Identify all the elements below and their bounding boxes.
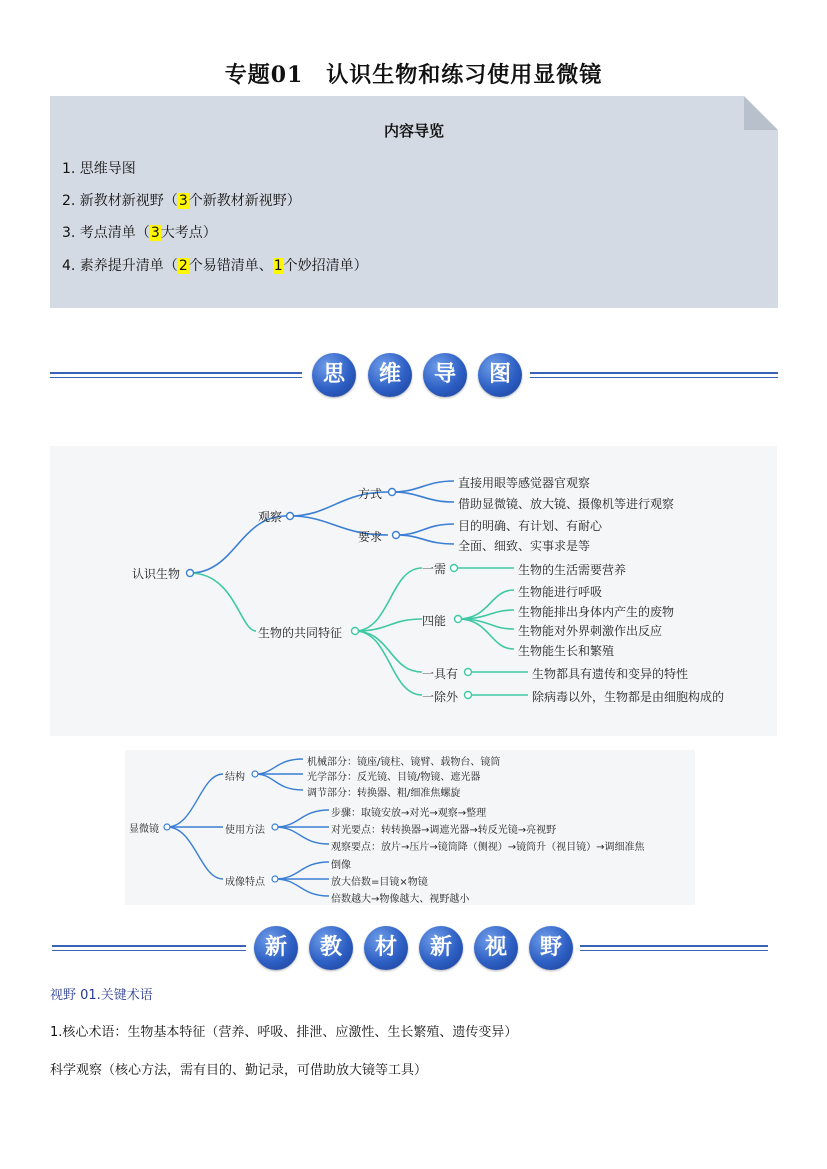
node-leaf: 对光要点：转转换器→调遮光器→转反光镜→亮视野 — [331, 825, 557, 836]
node-leaf: 调节部分：转换器、粗/细准焦螺旋 — [307, 788, 461, 799]
section-heading: 视野 01.关键术语 — [50, 988, 153, 1003]
mindmap-microscope — [125, 750, 695, 905]
node-leaf: 直接用眼等感觉器官观察 — [458, 476, 591, 490]
banner-char: 图 — [478, 353, 522, 397]
guide-item: 2. 新教材新视野（3个新教材新视野） — [62, 193, 301, 209]
guide-item: 4. 素养提升清单（2个易错清单、1个妙招清单） — [62, 258, 368, 274]
node-leaf: 借助显微镜、放大镜、摄像机等进行观察 — [458, 497, 675, 511]
banner-char: 思 — [312, 353, 356, 397]
paragraph: 1.核心术语：生物基本特征（营养、呼吸、排泄、应激性、生长繁殖、遗传变异） — [50, 1025, 518, 1040]
node-structure: 结构 — [225, 772, 245, 783]
node-leaf: 生物都具有遗传和变异的特性 — [532, 667, 689, 681]
node-leaf: 步骤：取镜安放→对光→观察→整理 — [331, 808, 487, 819]
node-leaf: 全面、细致、实事求是等 — [458, 539, 591, 553]
node-imaging: 成像特点 — [225, 877, 265, 888]
node-root: 显微镜 — [129, 824, 159, 835]
node-leaf: 光学部分：反光镜、目镜/物镜、遮光器 — [307, 772, 481, 783]
node-leaf: 生物能进行呼吸 — [518, 585, 603, 599]
highlight-number: 1 — [273, 258, 283, 274]
node-root: 认识生物 — [132, 567, 181, 581]
banner-char: 维 — [368, 353, 412, 397]
node-except: 一除外 — [422, 690, 459, 704]
node-leaf: 生物的生活需要营养 — [518, 563, 627, 577]
guide-item: 3. 考点清单（3大考点） — [62, 225, 217, 241]
node-usage: 使用方法 — [225, 825, 265, 836]
banner-char: 新 — [419, 926, 463, 970]
mindmap-banner — [50, 352, 778, 402]
node-common: 生物的共同特征 — [258, 626, 343, 640]
banner-char: 野 — [529, 926, 573, 970]
banner-char: 教 — [309, 926, 353, 970]
page-title: 专题01 认识生物和练习使用显微镜 — [224, 62, 603, 88]
node-leaf: 生物能生长和繁殖 — [518, 644, 615, 658]
content-guide-box — [50, 96, 778, 308]
node-leaf: 倍数越大→物像越大、视野越小 — [331, 894, 470, 905]
banner-char: 材 — [364, 926, 408, 970]
node-method: 方式 — [358, 487, 383, 501]
guide-item: 1. 思维导图 — [62, 161, 136, 177]
highlight-number: 3 — [178, 193, 188, 209]
node-leaf: 放大倍数=目镜×物镜 — [331, 877, 428, 888]
new-textbook-banner — [50, 925, 778, 975]
node-observe: 观察 — [258, 510, 283, 524]
highlight-number: 2 — [178, 258, 188, 274]
node-leaf: 生物能对外界刺激作出反应 — [518, 624, 663, 638]
guide-title: 内容导览 — [383, 122, 444, 140]
highlight-number: 3 — [150, 225, 160, 241]
node-leaf: 生物能排出身体内产生的废物 — [518, 605, 675, 619]
node-leaf: 倒像 — [331, 860, 351, 871]
banner-char: 新 — [254, 926, 298, 970]
node-leaf: 除病毒以外，生物都是由细胞构成的 — [532, 690, 725, 704]
node-require: 要求 — [358, 530, 383, 544]
banner-char: 导 — [423, 353, 467, 397]
node-four: 四能 — [422, 614, 447, 628]
node-leaf: 机械部分：镜座/镜柱、镜臂、载物台、镜筒 — [307, 757, 501, 768]
node-one-need: 一需 — [422, 562, 447, 576]
node-leaf: 观察要点：放片→压片→镜筒降（侧视）→镜筒升（视目镜）→调细准焦 — [331, 842, 645, 853]
paragraph: 科学观察（核心方法，需有目的、勤记录，可借助放大镜等工具） — [50, 1063, 428, 1078]
mindmap-living-things — [50, 446, 777, 736]
node-leaf: 目的明确、有计划、有耐心 — [458, 519, 603, 533]
banner-char: 视 — [474, 926, 518, 970]
node-one-have: 一具有 — [422, 667, 459, 681]
